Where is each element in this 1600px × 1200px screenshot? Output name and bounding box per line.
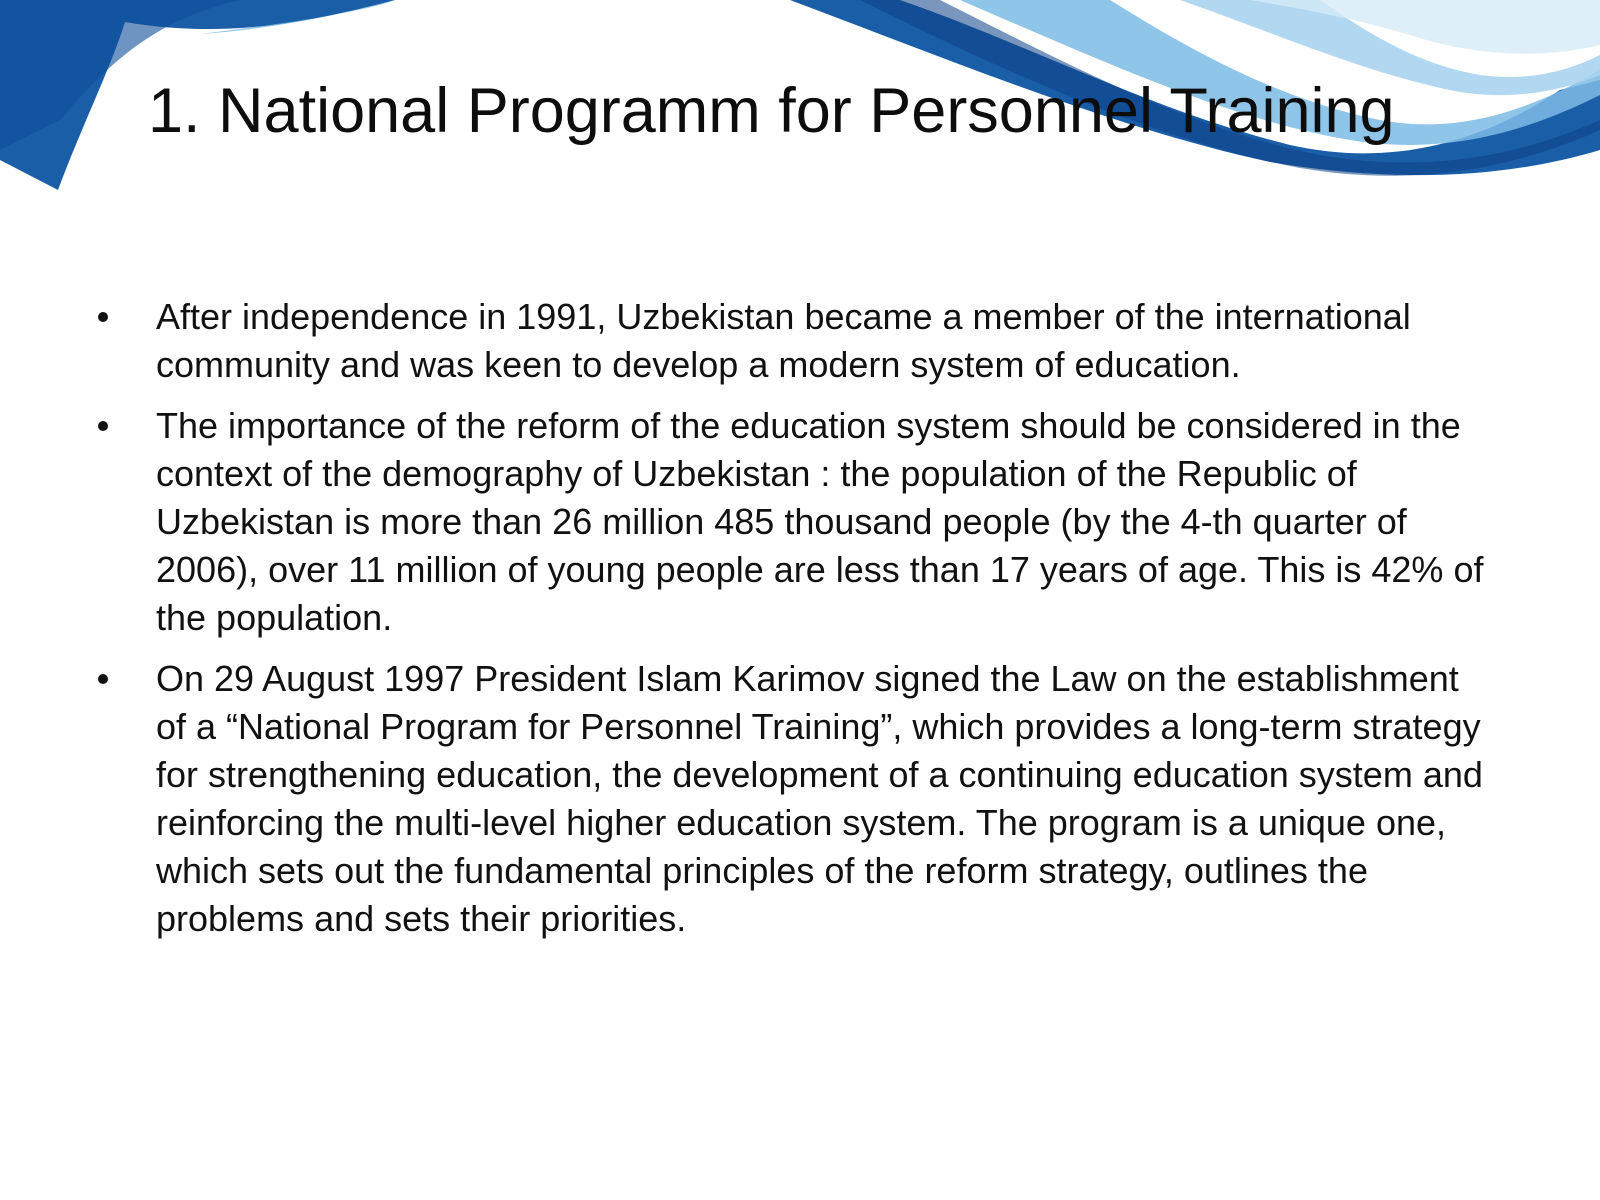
list-item — [88, 402, 1488, 642]
bullet-text: The importance of the reform of the education system should be considered in the context of the demography of Uzbekistan : the population of the Republic of Uzbekistan is more than 26 million 485 thousand people (by the 4-th quarter of 2006), over 11 million of young people are less than 17 years of age. This is 42% of the population. — [156, 405, 1484, 638]
bullet-list — [88, 293, 1488, 956]
bullet-text: On 29 August 1997 President Islam Karimov signed the Law on the establishment of a “National Program for Personnel Training”, which provides a long-term strategy for strengthening education, the development of a continuing education system and reinforcing the multi-level higher education system. The program is a unique one, which sets out the fundamental principles of the reform strategy, outlines the problems and sets their priorities. — [156, 658, 1483, 939]
bullet-text: After independence in 1991, Uzbekistan became a member of the international community and was keen to develop a modern system of education. — [156, 296, 1411, 385]
list-item — [88, 655, 1488, 943]
bullet-icon — [98, 312, 108, 322]
slide-title: 1. National Programm for Personnel Training — [148, 76, 1395, 146]
bullet-icon — [98, 421, 108, 431]
list-item — [88, 293, 1488, 389]
bullet-icon — [98, 674, 108, 684]
